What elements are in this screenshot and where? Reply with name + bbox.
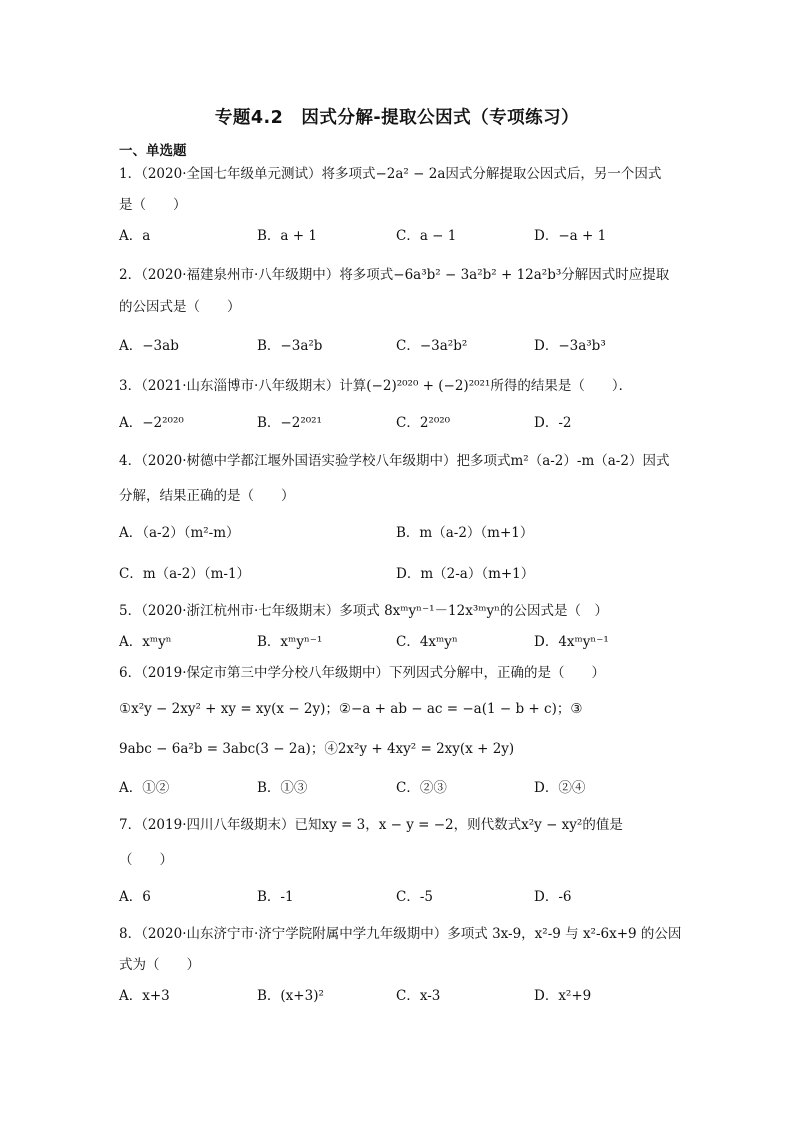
- question-2-stem: 的公因式是（ ）: [119, 299, 241, 315]
- question-7-option-c: C．-5: [396, 889, 433, 905]
- question-8-stem: 8．（2020·山东济宁市·济宁学院附属中学九年级期中）多项式 3x-9，x²-9 与 x²-6x+9 的公因: [119, 926, 682, 942]
- question-5-option-b: B．xᵐyⁿ⁻¹: [257, 634, 323, 650]
- question-5-option-c: C．4xᵐyⁿ: [396, 634, 458, 650]
- question-3-stem: 3．（2021·山东淄博市·八年级期末）计算(−2)²⁰²⁰ + (−2)²⁰²¹所得的结果是（ ）．: [119, 378, 633, 394]
- question-8-option-a: A．x+3: [119, 988, 170, 1004]
- question-4-stem: 分解，结果正确的是（ ）: [119, 488, 295, 504]
- question-4-option-c: C．m（a-2）（m-1）: [119, 566, 251, 582]
- question-1-stem: 是（ ）: [119, 197, 187, 213]
- question-6-option-a: A．①②: [119, 780, 170, 796]
- question-1-option-b: B．a + 1: [257, 228, 317, 244]
- question-3-option-c: C．2²⁰²⁰: [396, 415, 451, 431]
- question-2-option-d: D．−3a³b³: [534, 338, 606, 354]
- question-1-option-d: D．−a + 1: [534, 228, 607, 244]
- question-6-option-b: B．①③: [257, 780, 308, 796]
- question-2-stem: 2．（2020·福建泉州市·八年级期中）将多项式−6a³b² − 3a²b² + 12a²b³分解因式时应提取: [119, 267, 670, 283]
- question-8-option-c: C．x-3: [396, 988, 441, 1004]
- question-8-stem: 式为（ ）: [119, 957, 200, 973]
- question-5-option-d: D．4xᵐyⁿ⁻¹: [534, 634, 609, 650]
- question-3-option-b: B．−2²⁰²¹: [257, 415, 322, 431]
- question-7-option-d: D．-6: [534, 889, 572, 905]
- question-8-option-b: B．(x+3)²: [257, 988, 324, 1004]
- section-heading: 一、单选题: [119, 143, 187, 159]
- question-6-stem: 6．（2019·保定市第三中学分校八年级期中）下列因式分解中，正确的是（ ）: [119, 665, 605, 681]
- question-3-option-d: D．-2: [534, 415, 572, 431]
- question-7-stem: （ ）: [119, 852, 173, 868]
- question-2-option-a: A．−3ab: [119, 338, 179, 354]
- question-4-option-d: D．m（2-a）（m+1）: [396, 566, 535, 582]
- question-2-option-c: C．−3a²b²: [396, 338, 468, 354]
- question-1-option-c: C．a − 1: [396, 228, 457, 244]
- question-4-option-a: A．（a-2）（m²-m）: [119, 525, 240, 541]
- question-5-stem: 5．（2020·浙江杭州市·七年级期末）多项式 8xᵐyⁿ⁻¹－12x³ᵐyⁿ的公因式是（ ）: [119, 603, 609, 619]
- question-4-option-b: B．m（a-2）（m+1）: [396, 525, 534, 541]
- question-4-stem: 4．（2020·树德中学都江堰外国语实验学校八年级期中）把多项式m²（a-2）-m（a-2）因式: [119, 453, 670, 469]
- question-6-option-d: D．②④: [534, 780, 586, 796]
- question-7-option-a: A．6: [119, 889, 151, 905]
- question-7-option-b: B．-1: [257, 889, 294, 905]
- question-2-option-b: B．−3a²b: [257, 338, 323, 354]
- question-6-statement-line: ①x²y − 2xy² + xy = xy(x − 2y)；②−a + ab − ac = −a(1 − b + c)；③: [119, 701, 583, 717]
- question-8-option-d: D．x²+9: [534, 988, 592, 1004]
- page-title: 专题4.2 因式分解-提取公因式（专项练习）: [214, 108, 580, 128]
- question-5-option-a: A．xᵐyⁿ: [119, 634, 172, 650]
- question-1-stem: 1．（2020·全国七年级单元测试）将多项式−2a² − 2a因式分解提取公因式后，另一个因式: [119, 166, 662, 182]
- question-1-option-a: A．a: [119, 228, 151, 244]
- question-3-option-a: A．−2²⁰²⁰: [119, 415, 184, 431]
- question-6-option-c: C．②③: [396, 780, 447, 796]
- question-6-statement-line: 9abc − 6a²b = 3abc(3 − 2a)；④2x²y + 4xy² = 2xy(x + 2y): [119, 741, 515, 757]
- question-7-stem: 7．（2019·四川八年级期末）已知xy = 3，x − y = −2，则代数式x²y − xy²的值是: [119, 817, 623, 833]
